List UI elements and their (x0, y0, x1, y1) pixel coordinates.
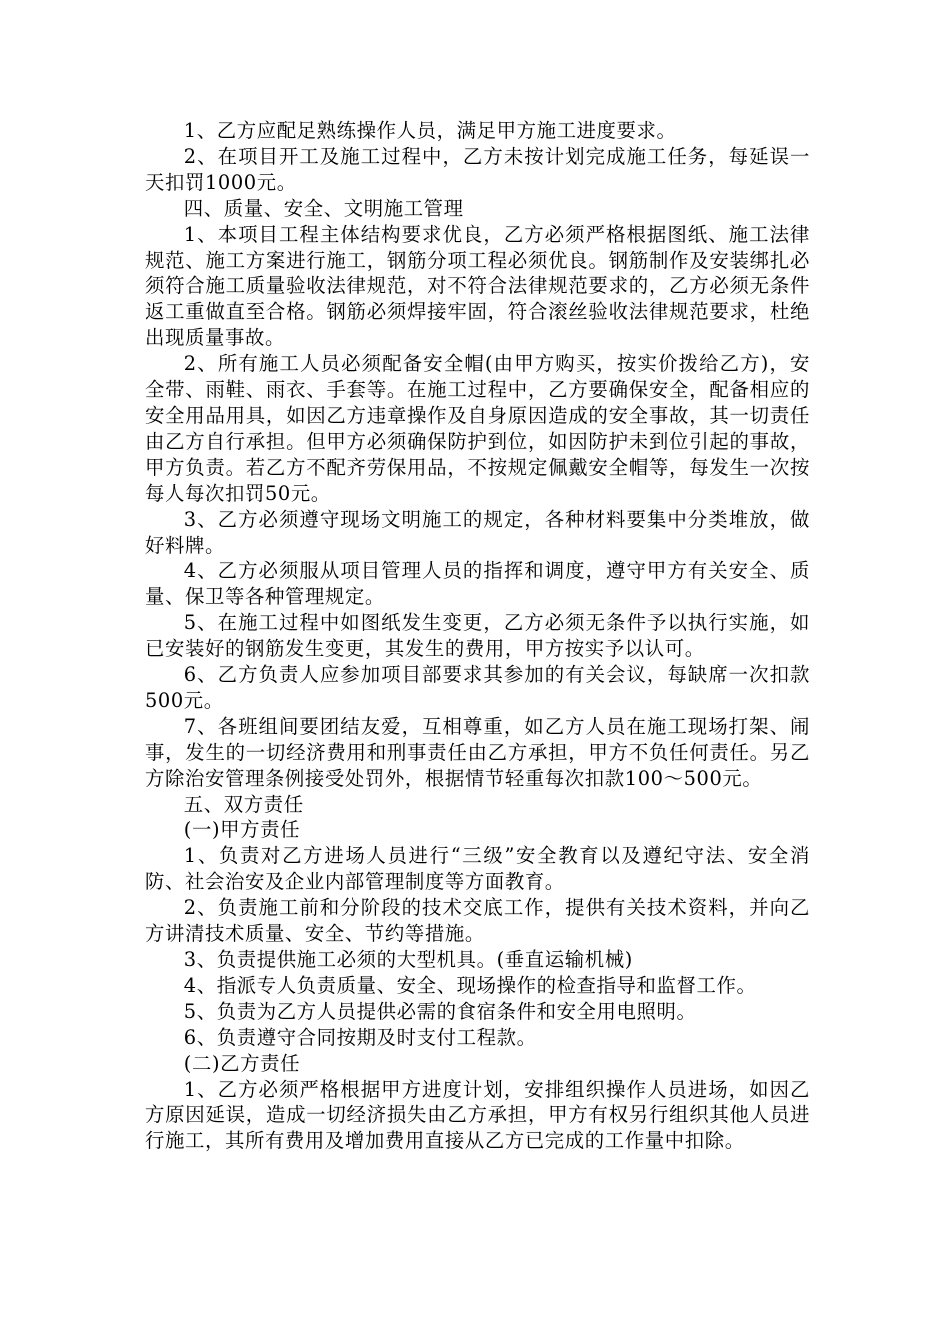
paragraph-delay-penalty: 2、在项目开工及施工过程中，乙方未按计划完成施工任务，每延误一天扣罚1000元。 (145, 144, 810, 194)
paragraph-party-a-supervision: 4、指派专人负责质量、安全、现场操作的检查指导和监督工作。 (183, 973, 757, 997)
paragraph-party-a-machinery: 3、负责提供施工必须的大型机具。(垂直运输机械) (183, 948, 633, 971)
section-heading-quality-safety: 四、质量、安全、文明施工管理 (183, 196, 464, 220)
paragraph-conduct: 7、各班组间要团结友爱，互相尊重，如乙方人员在施工现场打架、闹事，发生的一切经济费用和刑事责任由乙方承担，甲方不负任何责任。另乙方除治安管理条例接受处罚外，根据情节轻重每次扣款100～500元。 (145, 714, 810, 790)
paragraph-party-a-payment: 6、负责遵守合同按期及时支付工程款。 (183, 1025, 537, 1049)
document-page (145, 118, 810, 1154)
paragraph-party-b-schedule: 1、乙方必须严格根据甲方进度计划，安排组织操作人员进场，如因乙方原因延误，造成一切经济损失由乙方承担，甲方有权另行组织其他人员进行施工，其所有费用及增加费用直接从乙方已完成的工作量中扣除。 (145, 1077, 810, 1153)
paragraph-party-a-education: 1、负责对乙方进场人员进行“三级”安全教育以及遵纪守法、安全消防、社会治安及企业内部管理制度等方面教育。 (145, 844, 810, 894)
section-heading-responsibilities: 五、双方责任 (183, 792, 304, 816)
paragraph-civilized-construction: 3、乙方必须遵守现场文明施工的规定，各种材料要集中分类堆放，做好料牌。 (145, 507, 810, 557)
paragraph-party-a-technical: 2、负责施工前和分阶段的技术交底工作，提供有关技术资料，并向乙方讲清技术质量、安全、节约等措施。 (145, 896, 810, 946)
subsection-heading-party-b: (二)乙方责任 (183, 1051, 301, 1075)
paragraph-party-a-accommodation: 5、负责为乙方人员提供必需的食宿条件和安全用电照明。 (183, 999, 697, 1023)
paragraph-meetings: 6、乙方负责人应参加项目部要求其参加的有关会议，每缺席一次扣款500元。 (145, 663, 810, 712)
paragraph-management: 4、乙方必须服从项目管理人员的指挥和调度，遵守甲方有关安全、质量、保卫等各种管理规定。 (145, 559, 810, 609)
paragraph-safety: 2、所有施工人员必须配备安全帽(由甲方购买，按实价拨给乙方)，安全带、雨鞋、雨衣、手套等。在施工过程中，乙方要确保安全，配备相应的安全用品用具，如因乙方违章操作及自身原因造成的安全事故，其一切责任由乙方自行承担。但甲方必须确保防护到位，如因防护未到位引起的事故，甲方负责。若乙方不配齐劳保用品，不按规定佩戴安全帽等，每发生一次按每人每次扣罚50元。 (145, 352, 810, 505)
paragraph-staffing: 1、乙方应配足熟练操作人员，满足甲方施工进度要求。 (183, 119, 677, 142)
subsection-heading-party-a: (一)甲方责任 (183, 818, 301, 842)
paragraph-quality: 1、本项目工程主体结构要求优良，乙方必须严格根据图纸、施工法律规范、施工方案进行施工，钢筋分项工程必须优良。钢筋制作及安装绑扎必须符合施工质量验收法律规范，对不符合法律规范要求的，乙方必须无条件返工重做直至合格。钢筋必须焊接牢固，符合滚丝验收法律规范要求，杜绝出现质量事故。 (145, 222, 810, 350)
paragraph-design-change: 5、在施工过程中如图纸发生变更，乙方必须无条件予以执行实施，如已安装好的钢筋发生变更，其发生的费用，甲方按实予以认可。 (145, 611, 810, 661)
